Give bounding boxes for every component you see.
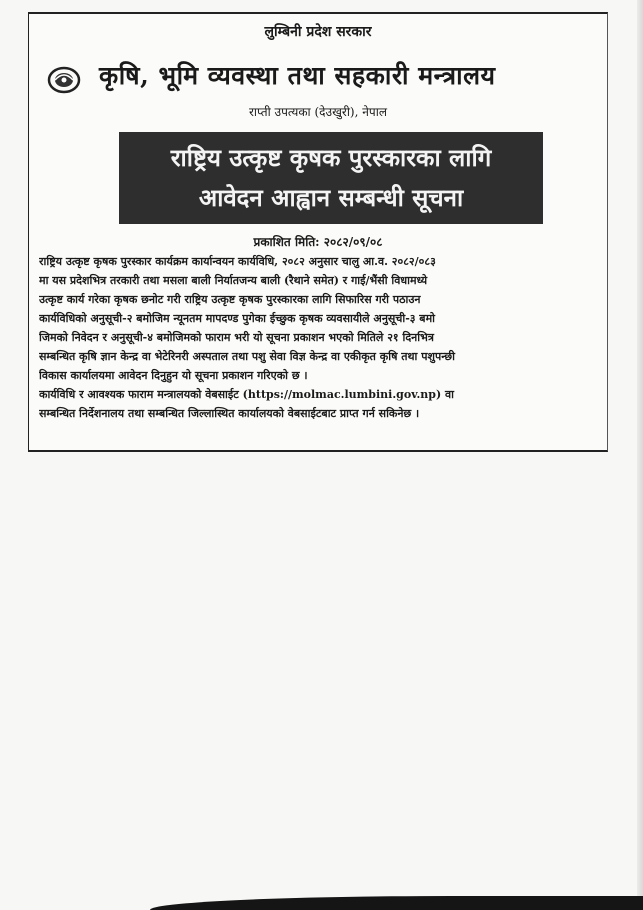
- body-line: जिमको निवेदन र अनुसूची-४ बमोजिमको फाराम भरी यो सूचना प्रकाशन भएको मितिले २१ दिनभित्र: [39, 331, 434, 344]
- body-line: राष्ट्रिय उत्कृष्ट कृषक पुरस्कार कार्यक्रम कार्यान्वयन कार्यविधि, २०८२ अनुसार चालु आ.व. २०८२/०८३: [39, 255, 436, 268]
- ministry-name: कृषि, भूमि व्यवस्था तथा सहकारी मन्त्रालय: [99, 61, 496, 90]
- notice-title: [119, 132, 543, 224]
- scan-shadow: [150, 896, 643, 910]
- body-line: विकास कार्यालयमा आवेदन दिनुहुन यो सूचना प्रकाशन गरिएको छ ।: [39, 369, 308, 382]
- body-line: कार्यविधिको अनुसूची-२ बमोजिम न्यूनतम मापदण्ड पुगेका ईच्छुक कृषक व्यवसायीले अनुसूची-३ बमो: [39, 312, 436, 325]
- body-line: मा यस प्रदेशभित्र तरकारी तथा मसला बाली निर्यातजन्य बाली (रैथाने समेत) र गाई/भैंसी विधामध्ये: [39, 274, 428, 287]
- ministry-location: राप्ती उपत्यका (देउखुरी), नेपाल: [249, 105, 387, 119]
- notice-box: [28, 12, 608, 452]
- province-name: लुम्बिनी प्रदेश सरकार: [264, 24, 372, 40]
- body-line: उत्कृष्ट कार्य गरेका कृषक छनोट गरी राष्ट्रिय उत्कृष्ट कृषक पुरस्कारका लागि सिफारिस गरी पठाउन: [39, 293, 421, 306]
- government-emblem-icon: [47, 66, 81, 94]
- body-line: कार्यविधि र आवश्यक फाराम मन्त्रालयको वेबसाईट (https://molmac.lumbini.gov.np) वा: [39, 388, 454, 401]
- body-line: सम्बन्धित कृषि ज्ञान केन्द्र वा भेटेरिनरी अस्पताल तथा पशु सेवा विज्ञ केन्द्र वा एकीकृत कृषि तथा पशुपन्छी: [39, 350, 455, 363]
- page-edge: [637, 0, 643, 910]
- notice-body: [39, 252, 599, 423]
- title-line-1: राष्ट्रिय उत्कृष्ट कृषक पुरस्कारका लागि: [170, 143, 492, 172]
- title-line-2: आवेदन आह्वान सम्बन्धी सूचना: [198, 183, 464, 212]
- published-date: प्रकाशित मिति: २०८२/०९/०८: [253, 235, 383, 249]
- body-line: सम्बन्धित निर्देशनालय तथा सम्बन्धित जिल्लास्थित कार्यालयको वेबसाईटबाट प्राप्त गर्न सकिनेछ ।: [39, 407, 420, 420]
